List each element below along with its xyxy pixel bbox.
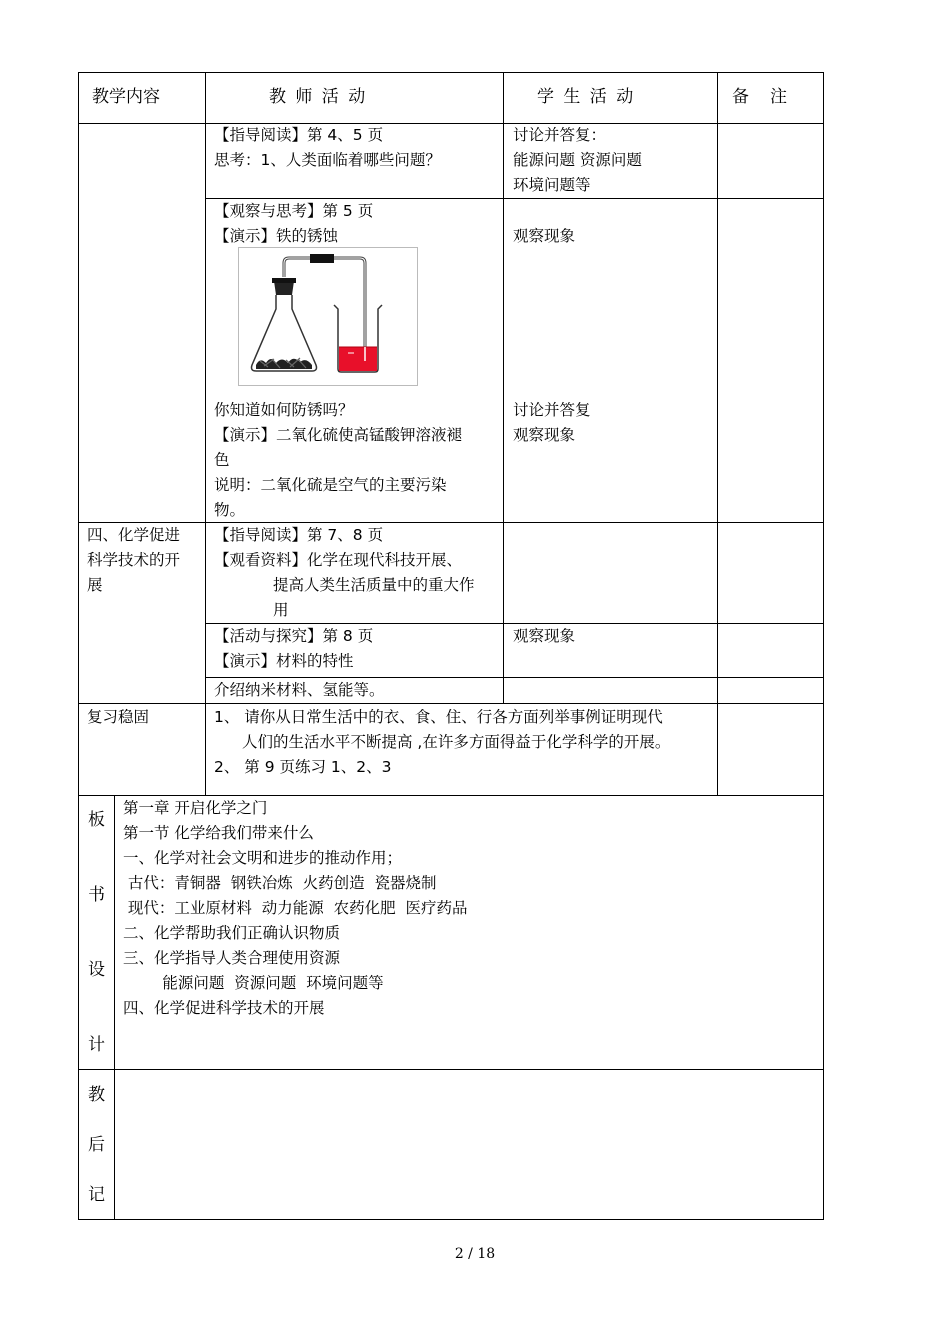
teacher-text: 提高人类生活质量中的重大作 — [273, 576, 475, 594]
reflection-label-char: 教 — [88, 1085, 105, 1105]
student-text: 讨论并答复 — [513, 401, 591, 419]
board-line: 三、化学指导人类合理使用资源 — [123, 949, 341, 967]
board-label-char: 计 — [88, 1035, 105, 1055]
header-content: 教学内容 — [92, 87, 160, 107]
board-label-char: 书 — [88, 885, 105, 905]
board-line: 第一章 开启化学之门 — [123, 799, 268, 817]
table-col-divider — [114, 795, 115, 1220]
teacher-text: 色 — [214, 451, 230, 469]
table-rule — [78, 522, 824, 523]
reflection-label-char: 后 — [88, 1135, 105, 1155]
student-text: 观察现象 — [513, 627, 576, 645]
teacher-text: 【观看资料】化学在现代科技开展、 — [214, 551, 463, 569]
table-rule — [78, 123, 824, 124]
board-line: 四、化学促进科学技术的开展 — [123, 999, 325, 1017]
review-text: 人们的生活水平不断提高 ,在许多方面得益于化学科学的开展。 — [242, 733, 671, 751]
board-label-char: 设 — [88, 960, 105, 980]
student-text: 环境问题等 — [513, 176, 591, 194]
board-line: 现代：工业原材料 动力能源 农药化肥 医疗药品 — [123, 899, 468, 917]
teacher-text: 介绍纳米材料、氢能等。 — [214, 681, 385, 699]
table-rule — [78, 1069, 824, 1070]
table-border-bottom — [78, 1219, 824, 1220]
table-col-divider — [503, 72, 504, 704]
teacher-text: 【指导阅读】第 4、5 页 — [214, 126, 384, 144]
header-teacher-activity: 教 师 活 动 — [269, 87, 368, 107]
table-col-divider — [717, 72, 718, 796]
teacher-text: 【演示】铁的锈蚀 — [214, 227, 339, 245]
board-line: 二、化学帮助我们正确认识物质 — [123, 924, 341, 942]
page-number: 2 / 18 — [454, 1246, 496, 1262]
teacher-text: 你知道如何防锈吗？ — [214, 401, 354, 419]
board-line: 第一节 化学给我们带来什么 — [123, 824, 314, 842]
teacher-text: 思考：1、人类面临着哪些问题？ — [214, 151, 441, 169]
header-remarks: 备 注 — [732, 87, 789, 107]
teacher-text: 【演示】二氧化硫使高锰酸钾溶液褪 — [214, 426, 463, 444]
content-text: 展 — [87, 576, 103, 594]
board-label-char: 板 — [88, 810, 105, 830]
teacher-text: 【演示】材料的特性 — [214, 652, 354, 670]
table-col-divider — [205, 72, 206, 796]
teacher-text: 【活动与探究】第 8 页 — [214, 627, 374, 645]
table-border-top — [78, 72, 824, 73]
student-text: 观察现象 — [513, 426, 576, 444]
teacher-text: 用 — [273, 601, 289, 619]
iron-rusting-apparatus-illustration — [238, 247, 418, 386]
table-border-right — [823, 72, 824, 1220]
board-line: 一、化学对社会文明和进步的推动作用； — [123, 849, 403, 867]
board-line: 古代：青铜器 钢铁冶炼 火药创造 瓷器烧制 — [123, 874, 437, 892]
table-border-left — [78, 72, 79, 1220]
review-text: 2、 第 9 页练习 1、2、3 — [214, 758, 392, 776]
review-label: 复习稳固 — [87, 708, 150, 726]
teacher-text: 【观察与思考】第 5 页 — [214, 202, 374, 220]
reflection-label-char: 记 — [88, 1185, 105, 1205]
student-text: 观察现象 — [513, 227, 576, 245]
review-text: 1、 请你从日常生活中的衣、食、住、行各方面列举事例证明现代 — [214, 708, 663, 726]
student-text: 能源问题 资源问题 — [513, 151, 642, 169]
header-student-activity: 学 生 活 动 — [537, 87, 636, 107]
teacher-text: 物。 — [214, 501, 246, 519]
student-text: 讨论并答复： — [513, 126, 607, 144]
board-line: 能源问题 资源问题 环境问题等 — [123, 974, 384, 992]
teacher-text: 【指导阅读】第 7、8 页 — [214, 526, 384, 544]
content-text: 科学技术的开 — [87, 551, 181, 569]
teacher-text: 说明：二氧化硫是空气的主要污染 — [214, 476, 447, 494]
table-rule — [78, 703, 824, 704]
content-text: 四、化学促进 — [87, 526, 181, 544]
